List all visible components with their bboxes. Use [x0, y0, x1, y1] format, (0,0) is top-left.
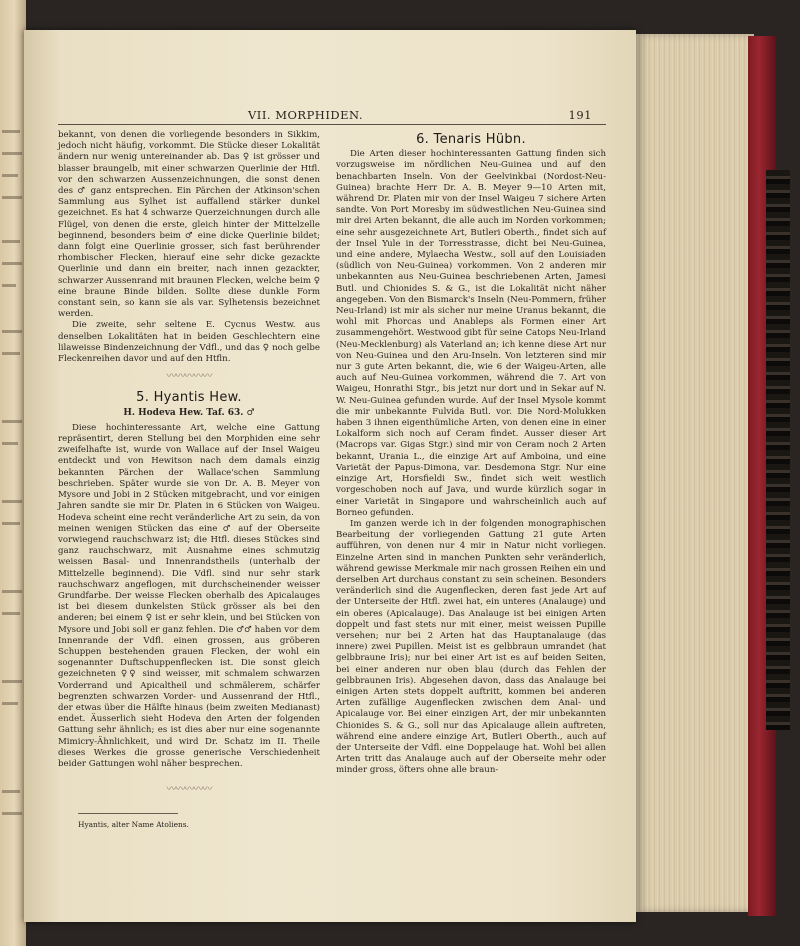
right-column — [336, 130, 606, 777]
paragraph: bekannt, von denen die vorliegende besonders in Sikkim, jedoch nicht häufig, vorkommt. Die Stücke dieser Lokalität ändern nur wenig untereinander ab. Das ♀ ist grösser und blasser braungelb, mit einer schwarzen Querlinie der Htfl. vor den schwarzen Aussenzeichnungen, die sonst denen des ♂ ganz entsprechen. Ein Pärchen der Atkinson'schen Sammlung aus Sylhet ist auffallend stärker dunkel gezeichnet. Es hat 4 schwarze Querzeichnungen durch alle Flügel, von denen die erste, gleich hinter der Mittelzelle beginnend, besonders beim ♂ eine dicke Querlinie bildet; dann folgt eine Querlinie grosser, sich fast berührender rhombischer Flecken, hierauf eine sehr dicke gezackte Querlinie und dann ein breiter, nach innen gezackter, schwarzer Aussenrand mit braunen Flecken, welche beim ♀ eine braune Binde bilden. Sollte diese dunkle Form constant sein, so kann sie als var. Sylhetensis bezeichnet werden. — [58, 130, 320, 320]
section-title: 5. Hyantis Hew. — [136, 390, 242, 406]
section-ornament: 〰〰〰〰〰 — [166, 371, 212, 383]
footnote-rule — [78, 813, 178, 814]
paragraph: Im ganzen werde ich in der folgenden monographischen Bearbeitung der vorliegenden Gattung 21 gute Arten aufführen, von denen nur 4 mir in Natur nicht vorliegen. Einzelne Arten sind in manchen Punkten sehr veränderlich, während gewisse Merkmale mir nach grossen Reihen ein und derselben Art durchaus constant zu sein scheinen. Besonders veränderlich sind die Augenflecken, deren fast jede Art auf der Unterseite der Htfl. zwei hat, ein unteres (Analauge) und ein oberes (Apicalauge). Das Analauge ist bei einigen Arten doppelt und fast stets nur mit einer, meist weissen Pupille versehen; nur bei 2 Arten hat das Hauptanalauge (das innere) zwei Pupillen. Meist ist es gelbbraun umrandet (hat gelbbraune Iris); nur bei einer Art ist es auf beiden Seiten, bei einer anderen nur oben blau (durch das Fehlen der gelbbraunen Iris). Abgesehen davon, dass das Analauge bei einigen Arten stets doppelt auftritt, kommen bei anderen Arten zufällige Augenflecken zwischen dem Anal- und Apicalauge vor. Bei einer einzigen Art, der mir unbekannten Chionides S. & G., soll nur das Apicalauge allein auftreten, während eine andere einzige Art, Butleri Oberth., auch auf der Unterseite der Vdfl. eine Doppelauge hat. Wohl bei allen Arten tritt das Analauge auch auf der Oberseite mehr oder minder gross, öfters ohne alle braun- — [336, 518, 606, 776]
section-ornament: 〰〰〰〰〰 — [166, 784, 212, 796]
section-subtitle: H. Hodeva Hew. Taf. 63. ♂ — [123, 407, 255, 418]
footnote: Hyantis, alter Name Atoliens. — [78, 820, 189, 829]
running-header — [50, 106, 610, 126]
section-title: 6. Tenaris Hübn. — [416, 132, 526, 147]
header-rule — [58, 124, 606, 125]
paragraph: Diese hochinteressante Art, welche eine Gattung repräsentirt, deren Stellung bei den Morphiden eine sehr zweifelhafte ist, wurde von Wallace auf der Insel Waigeu entdeckt und von Hewitson nach dem damals einzig bekannten Pärchen der Wallace'schen Sammlung beschrieben. Später wurde sie von Dr. A. B. Meyer von Mysore und Jobi in 2 Stücken mitgebracht, und vor einigen Jahren sandte sie mir Dr. Platen in 6 Stücken von Waigeu. Hodeva scheint eine recht veränderliche Art zu sein, da von meinen wenigen Stücken das eine ♂ auf der Oberseite vorwiegend rauchschwarz ist; die Htfl. dieses Stückes sind ganz rauchschwarz, mit Ausnahme eines schmutzig weissen Basal- und Innenrandstheils (unterhalb der Mittelzelle beginnend). Die Vdfl. sind nur sehr stark rauchschwarz angeflogen, mit durchscheinender weisser Grundfarbe. Der weisse Flecken oberhalb des Apicalauges ist bei diesem dunkelsten Stück grösser als bei den anderen; bei einem ♀ ist er sehr klein, und bei Stücken von Mysore und Jobi soll er ganz fehlen. Die ♂♂ haben vor dem Innenrande der Vdfl. einen grossen, aus gröberen Schuppen bestehenden grauen Flecken, der wohl ein sogenannter Duftschuppenflecken ist. Die sonst gleich gezeichneten ♀♀ sind weisser, mit schmalem schwarzen Vorderrand und Apicaltheil und schmälerem, schärfer begrenzten schwarzen Vorder- und Aussenrand der Htfl., der etwas über die Hälfte hinaus (beim zweiten Medianast) endet. Äusserlich sieht Hodeva den Arten der folgenden Gattung sehr ähnlich; es ist dies aber nur eine sogenannte Mimicry-Ähnlichkeit, und wird Dr. Schatz im II. Theile dieses Werkes die grosse generische Verschiedenheit beider Gattungen wohl näher besprechen. — [58, 422, 320, 769]
left-column — [58, 130, 320, 805]
paragraph: Die zweite, sehr seltene E. Cycnus Westw. aus denselben Lokalitäten hat in beiden Geschlechtern eine lilaweisse Bindenzeichnung der Vdfl., und das ♀ noch gelbe Fleckenreihen davor und auf den Htfln. — [58, 320, 320, 365]
paragraph: Die Arten dieser hochinteressanten Gattung finden sich vorzugsweise im nördlichen Neu-Guinea und auf den benachbarten Inseln. Von der Geelvinkbai (Nordost-Neu-Guinea) brachte Herr Dr. A. B. Meyer 9—10 Arten mit, während Dr. Platen mir von der Insel Waigeu 7 sichere Arten sandte. Von Port Moresby im südwestlichen Neu-Guinea sind mir drei Arten bekannt, die alle auch im Norden vorkommen; eine sehr ausgezeichnete Art, Butleri Oberth., findet sich auf der Insel Yule in der Torresstrasse, dicht bei Neu-Guinea, und eine andere, Mylaecha Westw., soll auf den Louisiaden (südlich von Neu-Guinea) vorkommen. Von 2 anderen mir unbekannten aus Neu-Guinea beschriebenen Arten, Jamesi Butl. und Chionides S. & G., ist die Lokalität nicht näher angegeben. Von den Bismarck's Inseln (Neu-Pommern, früher Neu-Irland) ist mir als sicher nur meine Uranus bekannt, die wohl mit Phorcas und Anableps als Formen einer Art zusammengehört. Westwood gibt für seine Catops Neu-Irland (Neu-Mecklenburg) als Vaterland an; ich kenne diese Art nur von Neu-Guinea und den Aru-Inseln. Von letzteren sind mir nur 3 gute Arten bekannt, die, wie 6 der Waigeu-Arten, alle auch auf Neu-Guinea vorkommen, während die 7. Art von Waigeu, Honrathi Stgr., bis jetzt nur dort und in Sekar auf N. W. Neu-Guinea gefunden wurde. Auf der Insel Mysole kommt die mir unbekannte Fulvida Butl. vor. Die Nord-Molukken haben 3 ihnen eigenthümliche Arten, von denen eine in einer Lokalform sich noch auf Ceram findet. Ausser dieser Art (Macrops var. Gigas Stgr.) sind mir von Ceram noch 2 Arten bekannt, Urania L., die einzige Art auf Amboina, und eine Varietät der Papus-Dimona, var. Desdemona Stgr. Nur eine einzige Art, Horsfieldi Sw., findet sich weit westlich vorgeschoben noch auf Java, und wurde kürzlich sogar in einer Varietät in Singapore und wahrscheinlich auch auf Borneo gefunden. — [336, 149, 606, 518]
page-number: 191 — [568, 108, 592, 122]
cover-marbled-edge — [766, 170, 790, 730]
book-page-edges — [636, 34, 754, 912]
previous-page-edge — [0, 0, 26, 946]
chapter-title: VII. MORPHIDEN. — [248, 108, 363, 122]
